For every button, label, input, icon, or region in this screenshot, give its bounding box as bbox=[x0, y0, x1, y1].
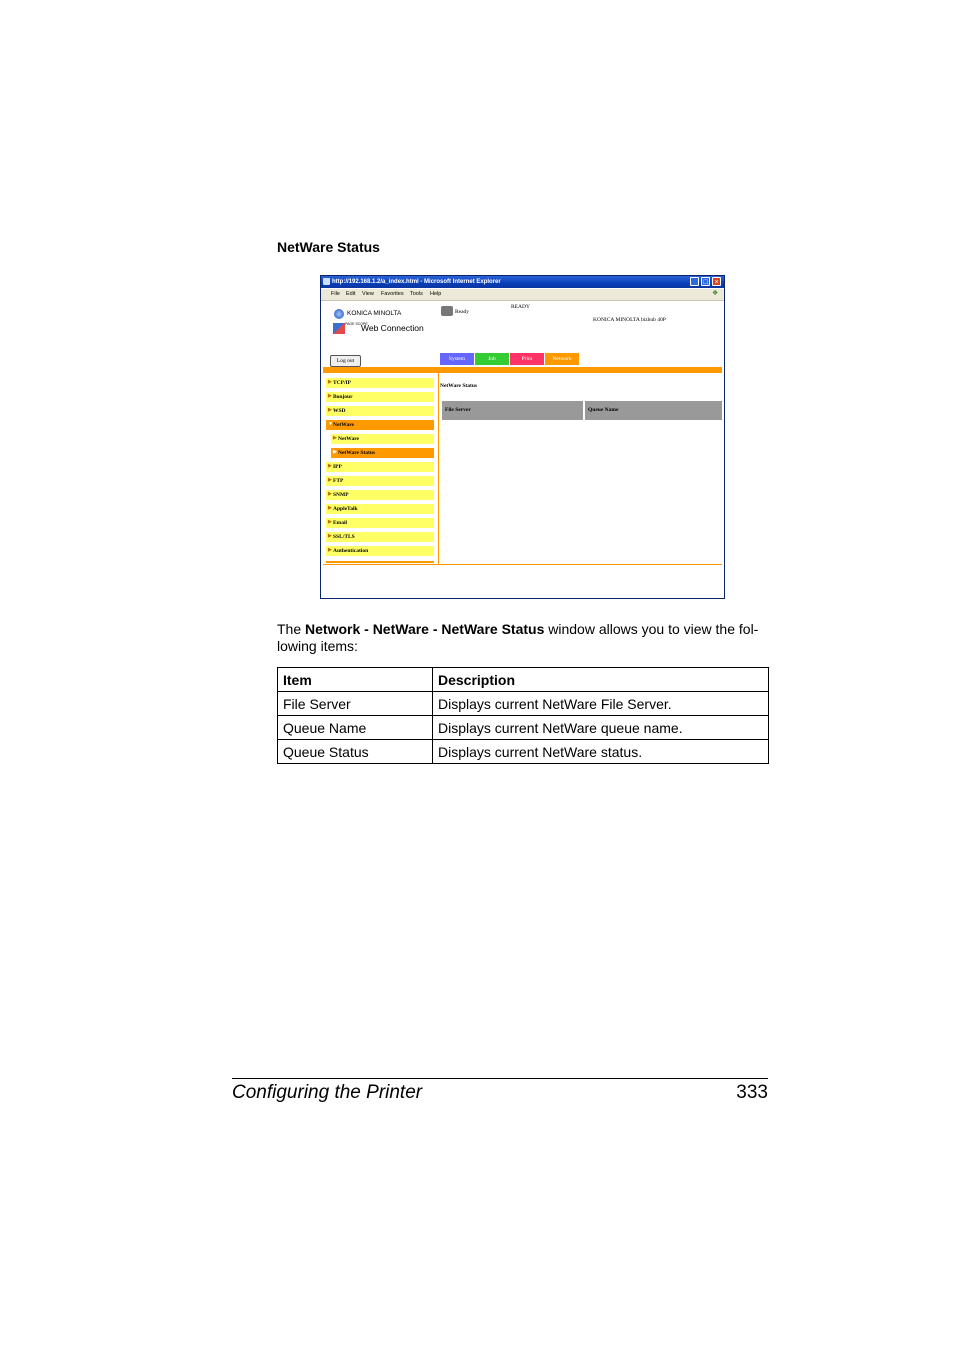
menu-edit[interactable]: Edit bbox=[346, 291, 356, 297]
tab-print[interactable]: Print bbox=[510, 353, 544, 365]
arrow-right-icon: ▶ bbox=[328, 394, 332, 399]
browser-window-title: http://192.168.1.2/a_index.html - Microsoft Internet Explorer bbox=[332, 279, 501, 285]
table-cell-item: Queue Name bbox=[278, 716, 433, 740]
footer-rule bbox=[232, 1078, 768, 1079]
minimize-icon[interactable]: _ bbox=[690, 277, 699, 286]
arrow-right-icon: ▶ bbox=[328, 548, 332, 553]
page-number: 333 bbox=[736, 1082, 768, 1103]
menu-tools[interactable]: Tools bbox=[410, 291, 423, 297]
sidebar-item-label: NetWare bbox=[333, 422, 354, 428]
ie-app-icon bbox=[323, 278, 330, 285]
table-header-description: Description bbox=[433, 668, 769, 692]
intro-text-bold: Network - NetWare - NetWare Status bbox=[305, 621, 545, 637]
web-connection-page bbox=[321, 301, 724, 598]
arrow-right-icon: ▶ bbox=[328, 534, 332, 539]
intro-text-end: window allows you to view the fol-lowing items: bbox=[277, 621, 759, 654]
sidebar-item-snmp[interactable] bbox=[326, 490, 434, 500]
arrow-right-icon: ▶ bbox=[333, 436, 337, 441]
sidebar-item-label: TCP/IP bbox=[333, 380, 352, 386]
arrow-right-icon: ▶ bbox=[328, 492, 332, 497]
maximize-icon[interactable]: □ bbox=[701, 277, 710, 286]
sidebar-item-label: NetWare Status bbox=[338, 450, 376, 456]
table-cell-item: File Server bbox=[278, 692, 433, 716]
arrow-down-icon: ▼ bbox=[328, 422, 333, 427]
browser-titlebar bbox=[321, 276, 724, 288]
section-title: NetWare Status bbox=[277, 239, 380, 255]
items-table bbox=[277, 667, 769, 764]
table-row bbox=[278, 740, 769, 764]
sidebar-item-label: Bonjour bbox=[333, 394, 353, 400]
intro-paragraph bbox=[277, 621, 769, 655]
table-header-item: Item bbox=[278, 668, 433, 692]
status-message: READY bbox=[511, 304, 530, 310]
sidebar-subitem-netware-status[interactable] bbox=[331, 448, 434, 458]
arrow-right-icon: ▶ bbox=[328, 464, 332, 469]
table-cell-description: Displays current NetWare File Server. bbox=[433, 692, 769, 716]
vertical-divider bbox=[438, 373, 439, 564]
menu-file[interactable]: File bbox=[331, 291, 340, 297]
brand-name: KONICA MINOLTA bbox=[347, 310, 402, 317]
sidebar-item-ssltls[interactable] bbox=[326, 532, 434, 542]
table-cell-item: Queue Status bbox=[278, 740, 433, 764]
sidebar-item-tcpip[interactable] bbox=[326, 378, 434, 388]
footer-divider bbox=[323, 564, 722, 565]
menu-favorites[interactable]: Favorites bbox=[381, 291, 404, 297]
sidebar-item-wsd[interactable] bbox=[326, 406, 434, 416]
header-divider-bar bbox=[323, 367, 722, 373]
arrow-right-icon: ▶ bbox=[328, 408, 332, 413]
sidebar-item-ipp[interactable] bbox=[326, 462, 434, 472]
table-cell-description: Displays current NetWare status. bbox=[433, 740, 769, 764]
model-name: KONICA MINOLTA bizhub 40P bbox=[593, 317, 666, 323]
tab-job[interactable]: Job bbox=[475, 353, 509, 365]
table-row bbox=[278, 692, 769, 716]
menu-help[interactable]: Help bbox=[430, 291, 442, 297]
close-icon[interactable]: × bbox=[712, 277, 721, 286]
sidebar-item-appletalk[interactable] bbox=[326, 504, 434, 514]
browser-screenshot bbox=[320, 275, 725, 599]
sidebar-item-netware[interactable] bbox=[326, 420, 434, 430]
sidebar-item-label: SNMP bbox=[333, 492, 349, 498]
arrow-right-icon: ▶ bbox=[328, 380, 332, 385]
windows-flag-icon: ❖ bbox=[712, 290, 719, 297]
sidebar-item-authentication[interactable] bbox=[326, 546, 434, 556]
sidebar-item-label: SSL/TLS bbox=[333, 534, 355, 540]
arrow-right-icon: ▶ bbox=[328, 520, 332, 525]
menu-view[interactable]: View bbox=[362, 291, 374, 297]
sidebar-item-ftp[interactable] bbox=[326, 476, 434, 486]
intro-text-start: The bbox=[277, 621, 306, 637]
column-header-queue-name: Queue Name bbox=[585, 401, 722, 420]
sidebar-item-label: AppleTalk bbox=[333, 506, 358, 512]
sidebar-item-label: NetWare bbox=[338, 436, 359, 442]
printer-status: Ready bbox=[455, 309, 470, 315]
arrow-right-icon: ▶ bbox=[328, 478, 332, 483]
sidebar-subitem-netware[interactable] bbox=[331, 434, 434, 444]
pagescope-label: PAGE SCOPE bbox=[345, 322, 368, 326]
arrow-right-icon: ▶ bbox=[333, 450, 337, 455]
sidebar-bottom-line bbox=[326, 561, 434, 563]
printer-icon bbox=[441, 306, 453, 316]
pagescope-logo-icon bbox=[333, 323, 345, 334]
logout-button[interactable]: Log out bbox=[330, 355, 361, 367]
column-header-file-server: File Server bbox=[442, 401, 583, 420]
panel-title: NetWare Status bbox=[440, 383, 478, 389]
browser-menubar bbox=[321, 289, 724, 301]
sidebar-menu bbox=[326, 378, 436, 563]
sidebar-item-label: Authentication bbox=[333, 548, 369, 554]
sidebar-item-label: WSD bbox=[333, 408, 346, 414]
sidebar-item-email[interactable] bbox=[326, 518, 434, 528]
sidebar-item-label: FTP bbox=[333, 478, 344, 484]
table-row bbox=[278, 716, 769, 740]
tab-system[interactable]: System bbox=[440, 353, 474, 365]
konica-minolta-logo-icon bbox=[334, 309, 344, 319]
table-cell-description: Displays current NetWare queue name. bbox=[433, 716, 769, 740]
arrow-right-icon: ▶ bbox=[328, 506, 332, 511]
footer-title: Configuring the Printer bbox=[232, 1082, 423, 1103]
sidebar-item-label: Email bbox=[333, 520, 348, 526]
table-header-row bbox=[278, 668, 769, 692]
tab-network[interactable]: Network bbox=[545, 353, 579, 365]
sidebar-item-bonjour[interactable] bbox=[326, 392, 434, 402]
sidebar-item-label: IPP bbox=[333, 464, 342, 470]
app-name: Web Connection bbox=[361, 323, 424, 333]
